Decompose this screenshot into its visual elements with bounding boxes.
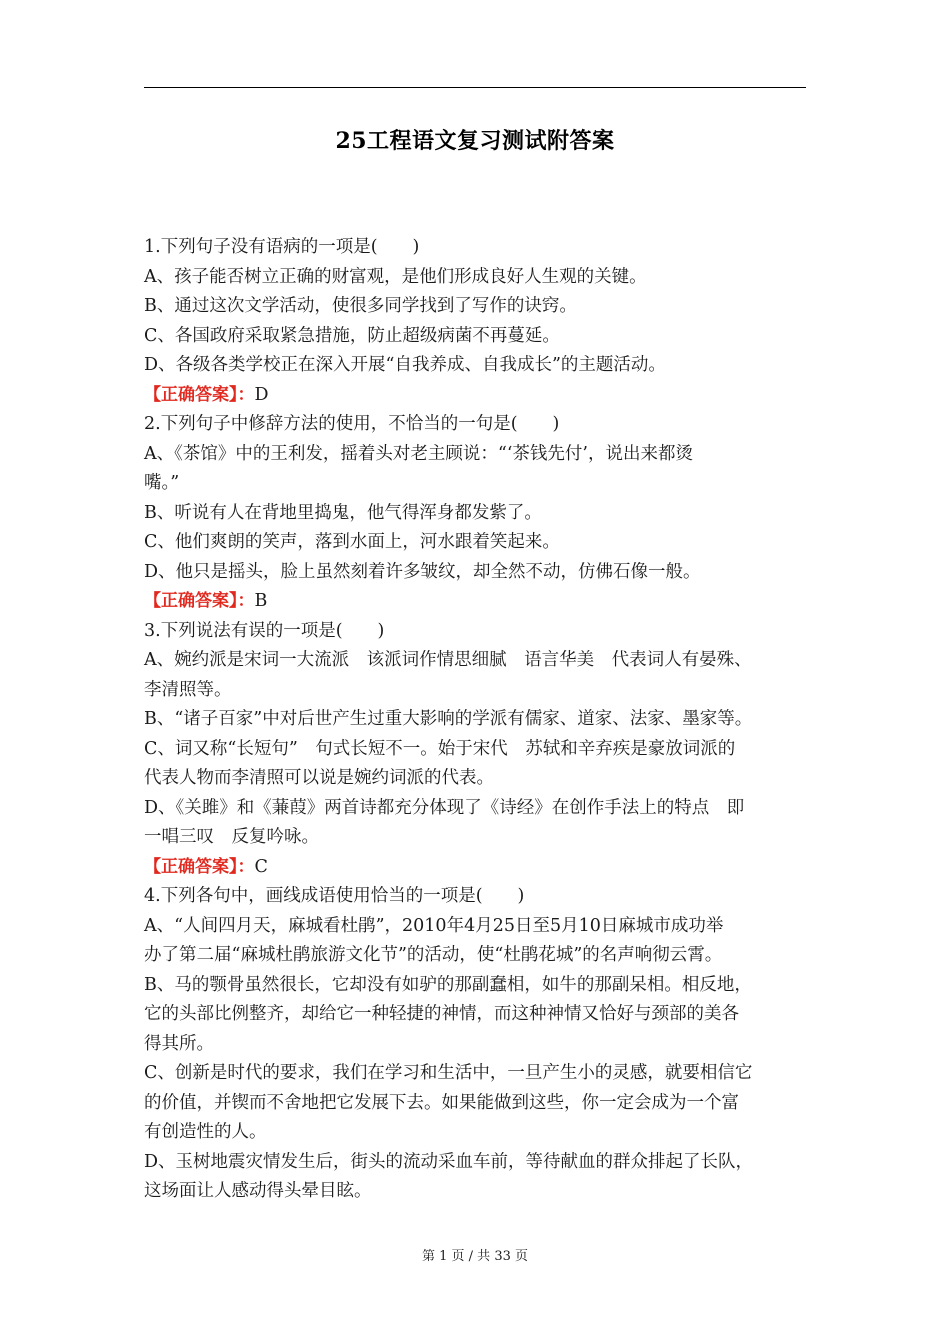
question-stem: 4.下列各句中，画线成语使用恰当的一项是( ): [144, 886, 525, 906]
option-line: B、“诸子百家”中对后世产生过重大影响的学派有儒家、道家、法家、墨家等。: [144, 709, 753, 729]
option-line: 有创造性的人。: [144, 1122, 267, 1142]
option-line: D、玉树地震灾情发生后，街头的流动采血车前，等待献血的群众排起了长队，: [144, 1151, 754, 1172]
header-rule: [144, 87, 806, 88]
answer-label: 【正确答案】：: [144, 591, 255, 611]
option-line: D、他只是摇头，脸上虽然刻着许多皱纹，却全然不动，仿佛石像一般。: [144, 561, 701, 582]
question-stem: 3.下列说法有误的一项是( ): [144, 620, 385, 641]
answer-line: [144, 381, 824, 411]
option-line: A、婉约派是宋词一大流派 该派词作情思细腻 语言华美 代表词人有晏殊、: [144, 650, 752, 670]
question-stem: 2.下列句子中修辞方法的使用，不恰当的一句是( ): [144, 414, 560, 434]
answer-line: [144, 587, 824, 617]
option-line: A、《茶馆》中的王利发，摇着头对老主顾说：“‘茶钱先付’，说出来都烫: [144, 443, 693, 464]
option-line: 嘴。”: [144, 473, 180, 493]
option-line: 一唱三叹 反复吟咏。: [144, 827, 319, 847]
option-line: 办了第二届“麻城杜鹃旅游文化节”的活动，使“杜鹃花城”的名声响彻云霄。: [144, 945, 723, 965]
question-list: [144, 233, 824, 1207]
answer-value: C: [254, 856, 268, 877]
document-title: 25工程语文复习测试附答案: [335, 128, 615, 154]
option-line: 得其所。: [144, 1033, 214, 1054]
option-line: C、创新是时代的要求，我们在学习和生活中，一旦产生小的灵感，就要相信它: [144, 1063, 753, 1083]
answer-label: 【正确答案】：: [144, 856, 255, 877]
option-line: D、《关雎》和《蒹葭》两首诗都充分体现了《诗经》在创作手法上的特点 即: [144, 797, 745, 818]
question-stem: 1.下列句子没有语病的一项是( ): [144, 237, 420, 257]
answer-value: B: [254, 591, 268, 611]
option-line: A、“人间四月天，麻城看杜鹃”，2010年4月25日至5月10日麻城市成功举: [144, 915, 724, 936]
answer-value: D: [254, 384, 269, 405]
option-line: 代表人物而李清照可以说是婉约词派的代表。: [144, 768, 494, 788]
answer-line: [144, 853, 824, 883]
option-line: B、马的颚骨虽然很长，它却没有如驴的那副蠢相，如牛的那副呆相。相反地，: [144, 974, 752, 995]
option-line: 这场面让人感动得头晕目眩。: [144, 1181, 372, 1201]
option-line: D、各级各类学校正在深入开展“自我养成、自我成长”的主题活动。: [144, 355, 666, 375]
option-line: 李清照等。: [144, 679, 232, 700]
option-line: B、听说有人在背地里捣鬼，他气得浑身都发紫了。: [144, 502, 542, 523]
option-line: C、词又称“长短句” 句式长短不一。始于宋代 苏轼和辛弃疾是豪放词派的: [144, 738, 736, 759]
option-line: C、他们爽朗的笑声，落到水面上，河水跟着笑起来。: [144, 532, 560, 552]
option-line: 它的头部比例整齐，却给它一种轻捷的神情，而这种神情又恰好与颈部的美各: [144, 1004, 739, 1024]
option-line: C、各国政府采取紧急措施，防止超级病菌不再蔓延。: [144, 325, 560, 346]
option-line: B、通过这次文学活动，使很多同学找到了写作的诀窍。: [144, 296, 577, 316]
option-line: 的价值，并锲而不舍地把它发展下去。如果能做到这些，你一定会成为一个富: [144, 1092, 739, 1113]
option-line: A、孩子能否树立正确的财富观，是他们形成良好人生观的关键。: [144, 266, 647, 287]
answer-label: 【正确答案】：: [144, 384, 255, 405]
page-footer: 第 1 页 / 共 33 页: [422, 1249, 528, 1264]
